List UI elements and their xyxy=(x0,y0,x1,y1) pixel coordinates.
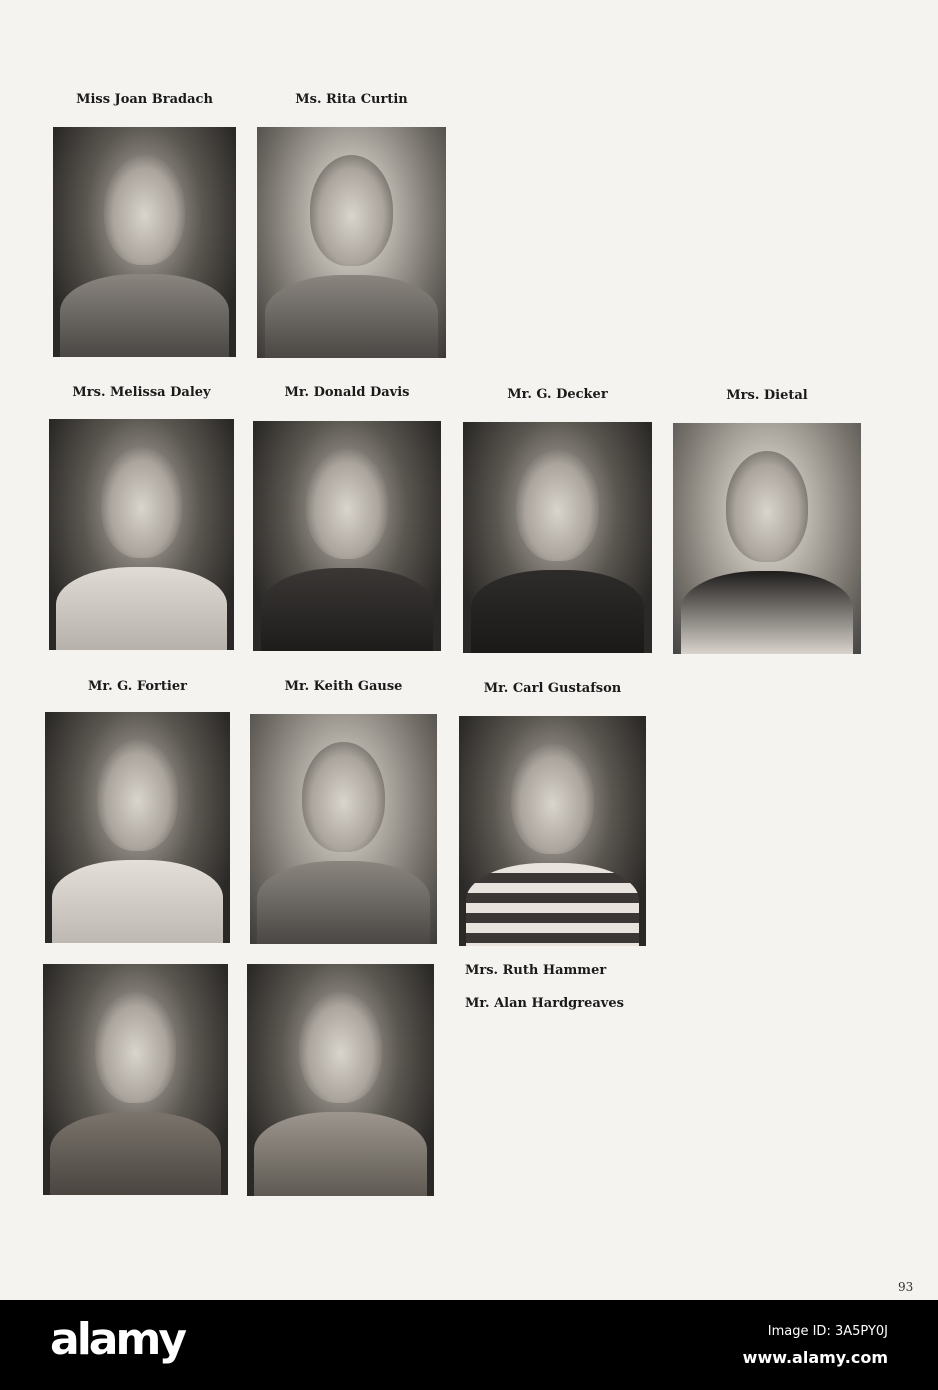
portrait-bradach xyxy=(53,127,236,357)
caption-gause: Mr. Keith Gause xyxy=(284,679,403,694)
caption-gustafson: Mr. Carl Gustafson xyxy=(483,681,622,696)
portrait-davis xyxy=(253,421,441,651)
caption-curtin: Ms. Rita Curtin xyxy=(295,92,408,107)
caption-hammer: Mrs. Ruth Hammer xyxy=(465,963,607,978)
portrait-gustafson xyxy=(459,716,646,946)
portrait-daley xyxy=(49,419,234,650)
caption-daley: Mrs. Melissa Daley xyxy=(72,385,211,400)
portrait-fortier xyxy=(45,712,230,943)
image-id: Image ID: 3A5PY0J xyxy=(767,1324,888,1339)
portrait-hammer xyxy=(43,964,228,1195)
caption-bradach: Miss Joan Bradach xyxy=(76,92,213,107)
portrait-hardgreaves xyxy=(247,964,434,1196)
caption-decker: Mr. G. Decker xyxy=(507,387,608,402)
alamy-logo: alamy xyxy=(50,1314,184,1365)
page-number: 93 xyxy=(898,1280,914,1294)
caption-hardgreaves: Mr. Alan Hardgreaves xyxy=(465,996,624,1011)
portrait-gause xyxy=(250,714,437,944)
caption-dietal: Mrs. Dietal xyxy=(726,388,808,403)
watermark-banner xyxy=(0,1300,938,1390)
site-url: www.alamy.com xyxy=(742,1348,888,1367)
portrait-curtin xyxy=(257,127,446,358)
portrait-dietal xyxy=(673,423,861,654)
portrait-decker xyxy=(463,422,652,653)
caption-fortier: Mr. G. Fortier xyxy=(88,679,187,694)
caption-davis: Mr. Donald Davis xyxy=(284,385,410,400)
